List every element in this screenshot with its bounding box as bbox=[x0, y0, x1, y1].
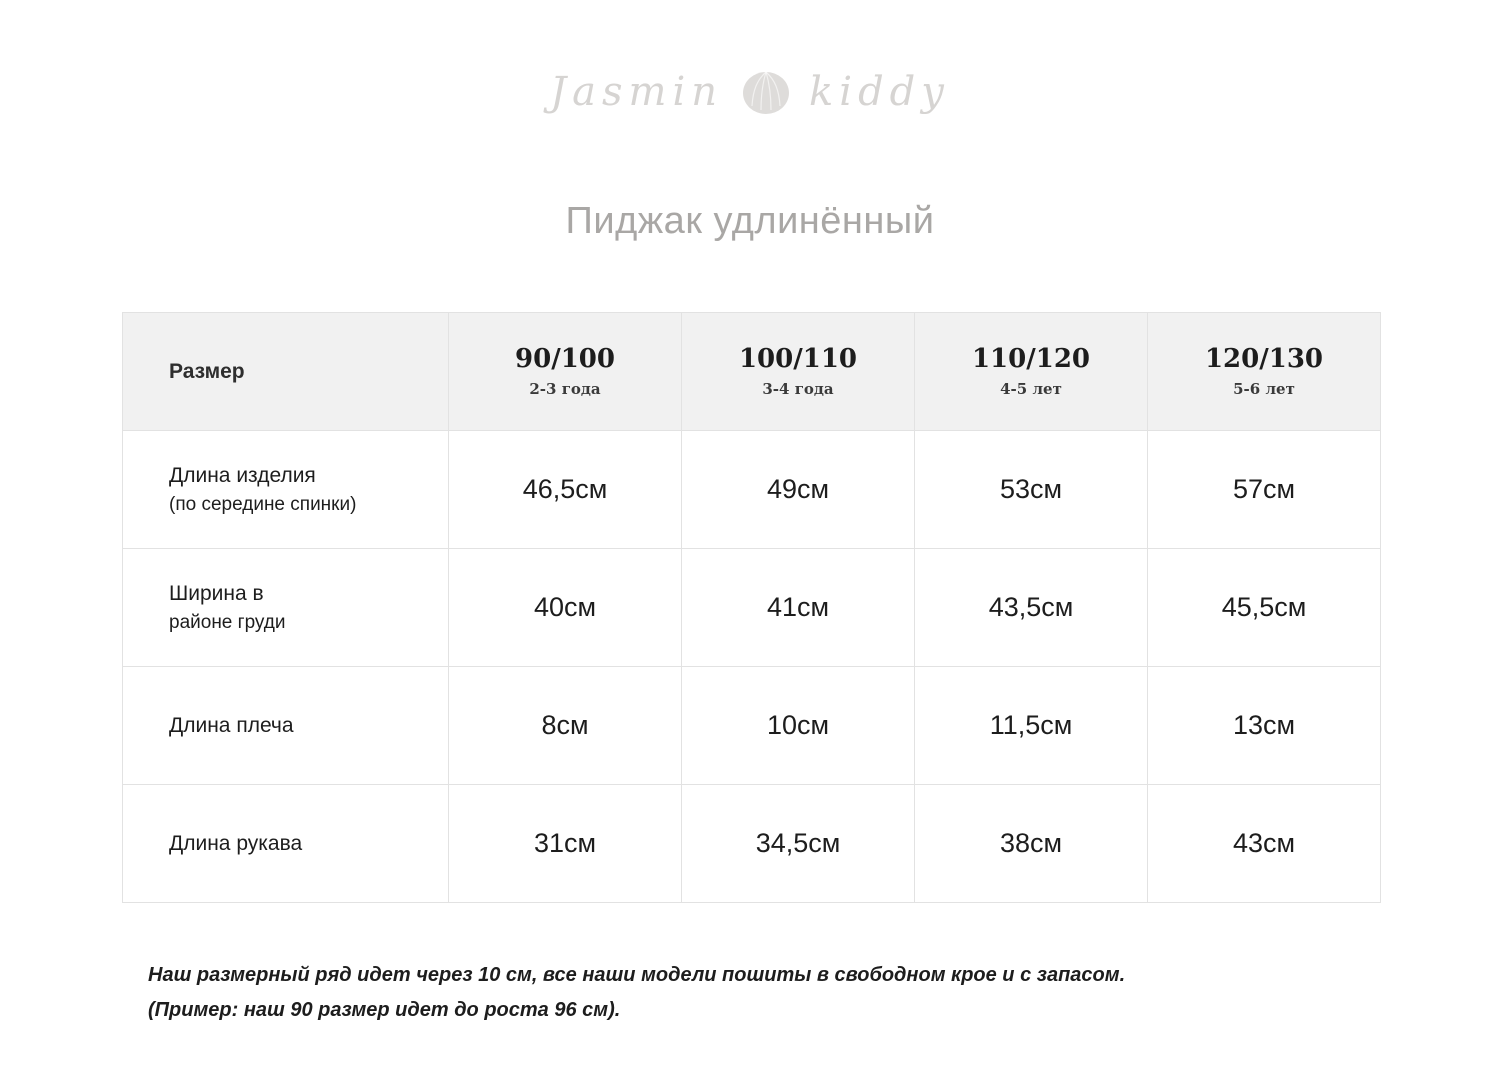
row-1-value-3: 53см bbox=[915, 431, 1148, 549]
brand-logo bbox=[0, 52, 1500, 132]
table-row bbox=[123, 431, 1381, 549]
footnote-line-2: (Пример: наш 90 размер идет до роста 96 см). bbox=[148, 999, 621, 1021]
header-size-3-value: 110/120 bbox=[971, 344, 1091, 375]
row-1-label bbox=[123, 431, 449, 549]
header-size-1-value: 90/100 bbox=[515, 344, 615, 375]
header-size-4 bbox=[1148, 313, 1381, 431]
brand-name-left: Jasmin bbox=[550, 69, 724, 115]
row-4-value-2: 34,5см bbox=[682, 785, 915, 903]
row-2-value-2: 41см bbox=[682, 549, 915, 667]
header-size-1 bbox=[449, 313, 682, 431]
row-2-label-sub: районе груди bbox=[169, 612, 286, 633]
header-size-4-age: 5-6 лет bbox=[1233, 379, 1295, 398]
shell-icon bbox=[739, 66, 793, 118]
table-row bbox=[123, 785, 1381, 903]
brand-name-right: kiddy bbox=[809, 69, 950, 115]
row-3-label-main: Длина плеча bbox=[169, 713, 294, 737]
header-size-2-value: 100/110 bbox=[738, 344, 858, 375]
row-1-value-1: 46,5см bbox=[449, 431, 682, 549]
row-4-value-4: 43см bbox=[1148, 785, 1381, 903]
size-table-head bbox=[123, 313, 1381, 431]
footnote bbox=[148, 958, 1398, 1028]
row-4-label-main: Длина рукава bbox=[169, 831, 303, 855]
row-2-value-4: 45,5см bbox=[1148, 549, 1381, 667]
row-1-value-4: 57см bbox=[1148, 431, 1381, 549]
size-table-body bbox=[123, 431, 1381, 903]
row-4-value-1: 31см bbox=[449, 785, 682, 903]
row-3-value-3: 11,5см bbox=[915, 667, 1148, 785]
size-table-wrapper bbox=[122, 312, 1380, 903]
header-size-3-age: 4-5 лет bbox=[1000, 379, 1062, 398]
header-size-2-age: 3-4 года bbox=[762, 379, 834, 398]
row-2-label-main: Ширина в bbox=[169, 581, 264, 605]
header-size-1-age: 2-3 года bbox=[529, 379, 601, 398]
row-3-label bbox=[123, 667, 449, 785]
row-1-value-2: 49см bbox=[682, 431, 915, 549]
page-title: Пиджак удлинённый bbox=[565, 200, 935, 242]
header-size-3 bbox=[915, 313, 1148, 431]
row-1-label-main: Длина изделия bbox=[169, 463, 316, 487]
table-row bbox=[123, 549, 1381, 667]
table-header-row bbox=[123, 313, 1381, 431]
header-size-4-value: 120/130 bbox=[1204, 344, 1324, 375]
table-row bbox=[123, 667, 1381, 785]
row-3-value-1: 8см bbox=[449, 667, 682, 785]
row-2-value-1: 40см bbox=[449, 549, 682, 667]
row-1-label-sub: (по середине спинки) bbox=[169, 494, 357, 515]
row-3-value-2: 10см bbox=[682, 667, 915, 785]
row-2-value-3: 43,5см bbox=[915, 549, 1148, 667]
row-3-value-4: 13см bbox=[1148, 667, 1381, 785]
footnote-line-1: Наш размерный ряд идет через 10 см, все наши модели пошиты в свободном крое и с запасом. bbox=[148, 964, 1126, 986]
header-label: Размер bbox=[123, 313, 449, 431]
row-4-label bbox=[123, 785, 449, 903]
row-2-label bbox=[123, 549, 449, 667]
header-size-2 bbox=[682, 313, 915, 431]
row-4-value-3: 38см bbox=[915, 785, 1148, 903]
size-table bbox=[122, 312, 1381, 903]
